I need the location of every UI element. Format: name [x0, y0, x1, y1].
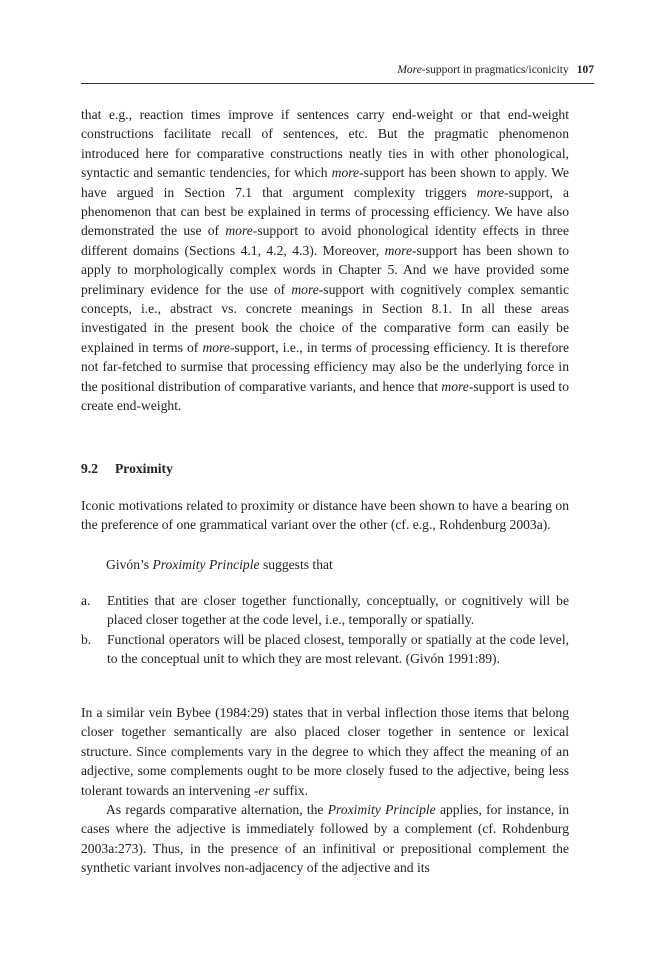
text-run: suggests that	[259, 557, 333, 572]
text-run: -support, i.e., in terms of processing efficiency. It is therefore not far-fetched to surmise that processing efficiency may also be the underlying force in the positional distribution of comparative variants, and hence that	[81, 339, 569, 394]
header-rule	[81, 83, 594, 84]
italic-term: more	[331, 165, 360, 181]
italic-term: more	[202, 339, 230, 355]
text-run: -support, a phenomenon that can best be explained in terms of processing efficiency. We have also demonstrated the use of	[81, 184, 570, 239]
running-head-italic: More	[397, 64, 422, 76]
text-run: -support has been shown to apply. We have argued in Section 7.1 that argument complexity triggers	[81, 165, 569, 200]
text-run: applies, for instance, in cases where the adjective is immediately followed by a complement (cf. Rohdenburg 2003a:273). Thus, in the presence of an infinitival or prepositional complement the synthetic variant involves non-adjacency of the adjective and its	[81, 802, 569, 876]
paragraph-end-weight	[81, 105, 569, 416]
text-run: As regards comparative alternation, the	[106, 802, 328, 817]
italic-term: more	[225, 223, 253, 239]
section-title: Proximity	[115, 461, 173, 476]
text-run: In a similar vein Bybee (1984:29) states that in verbal inflection those items that belong closer together semantically are also placed closer together in sentence or lexical structure. Since complements vary in the degree to which they affect the meaning of an adjective, some complements ought to be more closely fused to the adjective, being less tolerant towards an intervening	[81, 705, 569, 798]
list-item-text: Entities that are closer together functionally, conceptually, or cognitively will be placed closer together at the code level, i.e., temporally or spatially.	[107, 593, 569, 628]
list-item	[81, 630, 569, 669]
proximity-principle-list	[81, 591, 569, 669]
section-number: 9.2	[81, 461, 98, 476]
paragraph-bybee	[81, 703, 569, 800]
paragraph-comparative-alternation	[81, 800, 569, 878]
italic-term: more	[441, 378, 469, 394]
italic-term: more	[291, 281, 319, 297]
section-heading	[81, 459, 173, 478]
italic-term: Proximity Principle	[327, 802, 436, 817]
list-item-text: Functional operators will be placed closest, temporally or spatially at the code level, to the conceptual unit to which they are most relevant. (Givón 1991:89).	[107, 631, 569, 667]
paragraph-givon-intro	[81, 555, 569, 574]
page-number: 107	[576, 64, 594, 76]
list-item	[81, 591, 569, 630]
italic-term: more	[476, 184, 505, 200]
text-run: -support with cognitively complex semantic concepts, i.e., abstract vs. concrete meanings in Section 8.1. In all these areas investigated in the present book the choice of the comparative form can easily be explained in terms of	[81, 281, 569, 355]
text-run: -support has been shown to apply to morphologically complex words in Chapter 5. And we have provided some preliminary evidence for the use of	[81, 242, 569, 297]
paragraph-iconic-motivations: Iconic motivations related to proximity or distance have been shown to have a bearing on the preference of one grammatical variant over the other (cf. e.g., Rohdenburg 2003a).	[81, 498, 569, 533]
italic-term: -er	[253, 782, 270, 798]
list-marker: b.	[81, 631, 92, 647]
text-run: -support to avoid phonological identity effects in three different domains (Sections 4.1, 4.2, 4.3). Moreover,	[81, 223, 569, 258]
list-marker: a.	[81, 593, 91, 608]
text-run: that e.g., reaction times improve if sentences carry end-weight or that end-weight constructions facilitate recall of sentences, etc. But the pragmatic phenomenon introduced here for comparative constructions neatly ties in with other phonological, syntactic and semantic tendencies, for which	[81, 107, 569, 181]
italic-term: Proximity Principle	[152, 557, 260, 572]
running-head-text: -support in pragmatics/iconicity	[421, 64, 569, 76]
italic-term: more	[384, 242, 412, 258]
text-run: Givón’s	[106, 557, 153, 572]
text-run: suffix.	[269, 782, 309, 798]
running-header	[81, 62, 594, 78]
text-run: -support is used to create end-weight.	[81, 378, 569, 414]
